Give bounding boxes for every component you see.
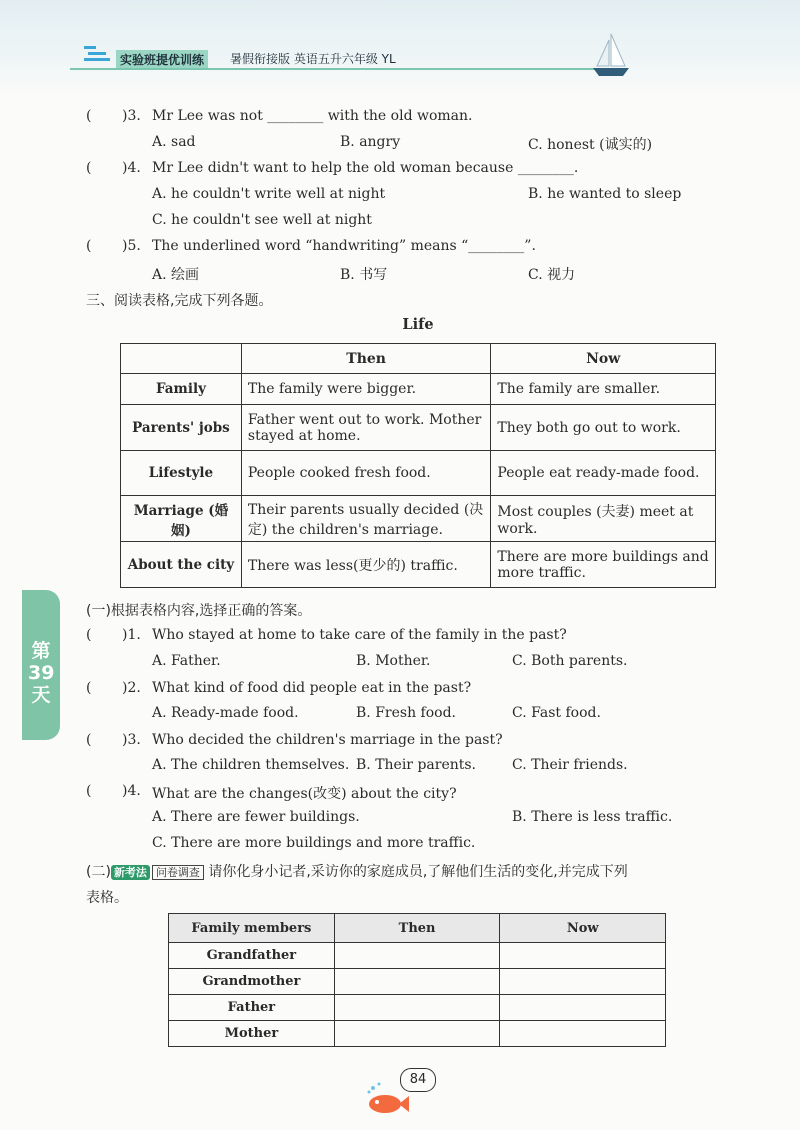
life-table-title: Life [402,316,434,333]
life-row-label: Family [121,374,242,405]
survey-table [168,913,666,1047]
q4-option-c: C. he couldn't see well at night [152,212,372,228]
life-header-now: Now [491,344,716,374]
survey-row-label: Grandfather [169,943,335,969]
s1q4-option-b: B. There is less traffic. [512,809,673,825]
survey-header-members: Family members [169,914,335,943]
new-method-badge: 新考法 [111,865,150,880]
q5-text: The underlined word “handwriting” means “________”. [152,238,536,254]
q3-number: )3. [122,108,141,124]
sailboat-icon [585,30,637,82]
q4-paren: ( [86,160,92,176]
survey-then-input[interactable] [334,995,500,1021]
life-cell-then: Father went out to work. Mother stayed at home. [241,405,491,451]
s1q3-option-c: C. Their friends. [512,757,628,773]
survey-tag: 问卷调查 [152,865,204,880]
s1q4-text: What are the changes(改变) about the city? [152,786,457,802]
sub2-instruction-line1: 请你化身小记者,采访你的家庭成员,了解他们生活的变化,并完成下列 [208,864,628,880]
sub2-prefix: (二) [86,864,111,880]
life-cell-now: The family are smaller. [491,374,716,405]
life-cell-then: People cooked fresh food. [241,451,491,496]
s1q1-option-b: B. Mother. [356,653,431,669]
survey-now-input[interactable] [500,969,666,995]
s1q3-paren: ( [86,732,92,748]
q5-option-b: B. 书写 [340,267,388,283]
life-cell-then: Their parents usually decided (决定) the children's marriage. [241,496,491,542]
q4-number: )4. [122,160,141,176]
q5-number: )5. [122,238,141,254]
sub2-heading [86,861,628,881]
life-row-label: Marriage (婚姻) [121,496,242,542]
life-cell-then: There was less(更少的) traffic. [241,542,491,588]
header-divider [70,68,600,70]
series-logo-icon [82,40,114,70]
s1q2-text: What kind of food did people eat in the past? [152,680,472,696]
life-header-then: Then [241,344,491,374]
life-table [120,343,716,588]
s1q1-paren: ( [86,627,92,643]
life-header-blank [121,344,242,374]
survey-header-now: Now [500,914,666,943]
s1q1-option-c: C. Both parents. [512,653,628,669]
survey-header-then: Then [334,914,500,943]
life-cell-now: There are more buildings and more traffic. [491,542,716,588]
q5-option-c: C. 视力 [528,267,576,283]
s1q2-number: )2. [122,680,141,696]
s1q4-paren: ( [86,783,92,799]
s1q2-option-b: B. Fresh food. [356,705,456,721]
survey-row-label: Father [169,995,335,1021]
sub2-instruction-line2: 表格。 [86,890,128,906]
q4-option-a: A. he couldn't write well at night [152,186,386,202]
s1q4-number: )4. [122,783,141,799]
s1q4-option-a: A. There are fewer buildings. [152,809,360,825]
s1q4-option-c: C. There are more buildings and more traffic. [152,835,476,851]
s1q1-number: )1. [122,627,141,643]
q4-option-b: B. he wanted to sleep [528,186,682,202]
survey-row-label: Mother [169,1021,335,1047]
life-cell-now: They both go out to work. [491,405,716,451]
survey-then-input[interactable] [334,1021,500,1047]
header-subtitle: 暑假衔接版 英语五升六年级 YL [230,52,396,66]
s1q2-option-a: A. Ready-made food. [152,705,299,721]
day-side-tab-label: 第39天 [28,640,55,706]
q3-text: Mr Lee was not ________ with the old woman. [152,108,473,124]
s1q2-paren: ( [86,680,92,696]
survey-now-input[interactable] [500,1021,666,1047]
s1q3-option-b: B. Their parents. [356,757,477,773]
q3-option-b: B. angry [340,134,401,150]
s1q1-option-a: A. Father. [152,653,221,669]
q3-option-c: C. honest (诚实的) [528,137,653,153]
q4-text: Mr Lee didn't want to help the old woman because ________. [152,160,579,176]
header-band [0,0,800,96]
q5-option-a: A. 绘画 [152,267,200,283]
s1q3-text: Who decided the children's marriage in the past? [152,732,503,748]
survey-then-input[interactable] [334,969,500,995]
q5-paren: ( [86,238,92,254]
s1q3-option-a: A. The children themselves. [152,757,350,773]
life-row-label: About the city [121,542,242,588]
q3-option-a: A. sad [152,134,196,150]
survey-now-input[interactable] [500,943,666,969]
s1q1-text: Who stayed at home to take care of the family in the past? [152,627,567,643]
section3-heading: 三、阅读表格,完成下列各题。 [86,293,273,309]
sub1-heading: (一)根据表格内容,选择正确的答案。 [86,603,312,619]
s1q3-number: )3. [122,732,141,748]
life-cell-then: The family were bigger. [241,374,491,405]
survey-row-label: Grandmother [169,969,335,995]
survey-then-input[interactable] [334,943,500,969]
life-cell-now: People eat ready-made food. [491,451,716,496]
s1q2-option-c: C. Fast food. [512,705,601,721]
life-row-label: Lifestyle [121,451,242,496]
page-number: 84 [400,1068,436,1092]
survey-now-input[interactable] [500,995,666,1021]
life-row-label: Parents' jobs [121,405,242,451]
life-cell-now: Most couples (夫妻) meet at work. [491,496,716,542]
header-title: 实验班提优训练 [116,50,208,69]
q3-paren: ( [86,108,92,124]
